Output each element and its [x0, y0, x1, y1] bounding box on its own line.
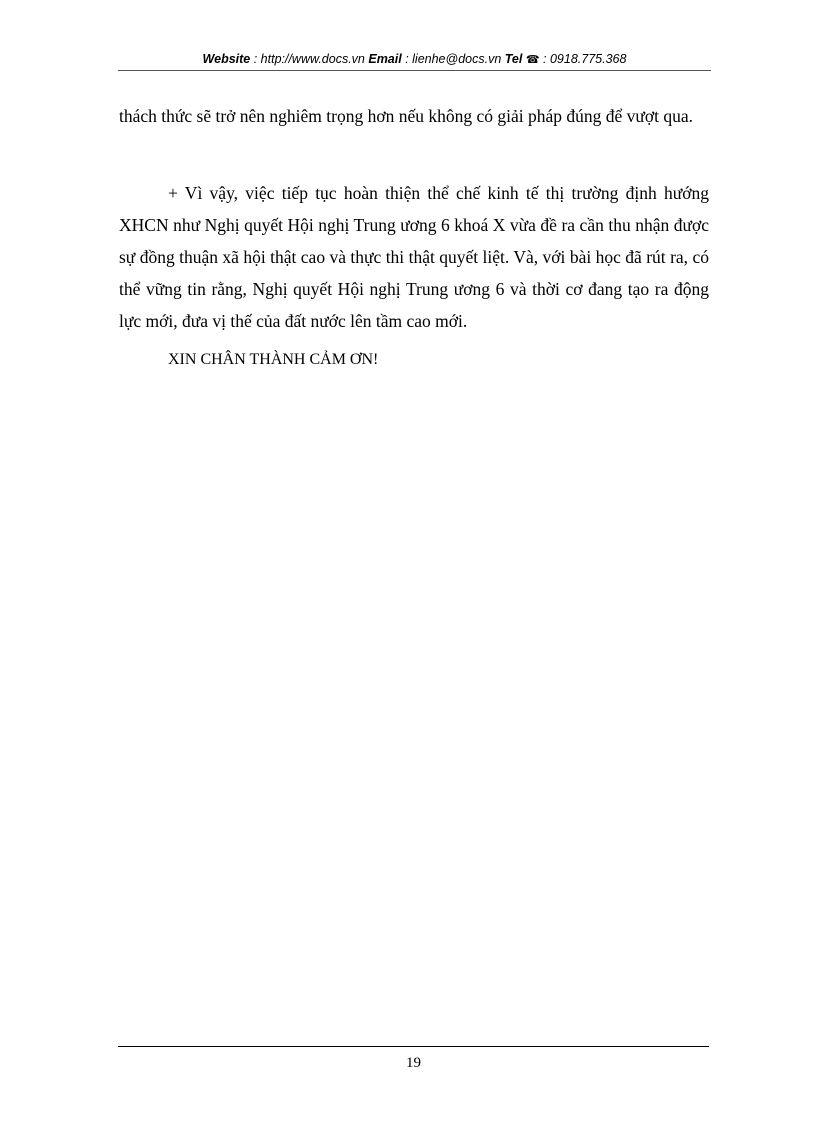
body-paragraph-1: thách thức sẽ trở nên nghiêm trọng hơn nếu không có giải pháp đúng để vượt qua. [119, 106, 694, 126]
website-label: Website [202, 52, 251, 66]
footer-divider [118, 1046, 709, 1047]
page-number: 19 [406, 1055, 421, 1071]
body-paragraph-2: + Vì vậy, việc tiếp tục hoàn thiện thể chế kinh tế thị trường định hướng XHCN như Nghị quyết Hội nghị Trung ương 6 khoá X vừa đề ra cần thu nhận được sự đồng thuận xã hội thật cao và thực thi thật quyết liệt. Và, với bài học đã rút ra, có thể vững tin rằng, Nghị quyết Hội nghị Trung ương 6 và thời cơ đang tạo ra động lực mới, đưa vị thế của đất nước lên tầm cao mới. [119, 183, 709, 331]
tel-label: Tel [504, 52, 523, 66]
closing-line: XIN CHÂN THÀNH CẢM ƠN! [168, 351, 379, 368]
telephone-icon: ☎ [525, 54, 540, 66]
header-divider [118, 70, 711, 71]
tel-number: : 0918.775.368 [539, 52, 627, 66]
email-label: Email [368, 52, 402, 66]
website-url: : http://www.docs.vn [250, 52, 369, 66]
page-header [118, 50, 711, 69]
email-address: : lienhe@docs.vn [401, 52, 505, 66]
